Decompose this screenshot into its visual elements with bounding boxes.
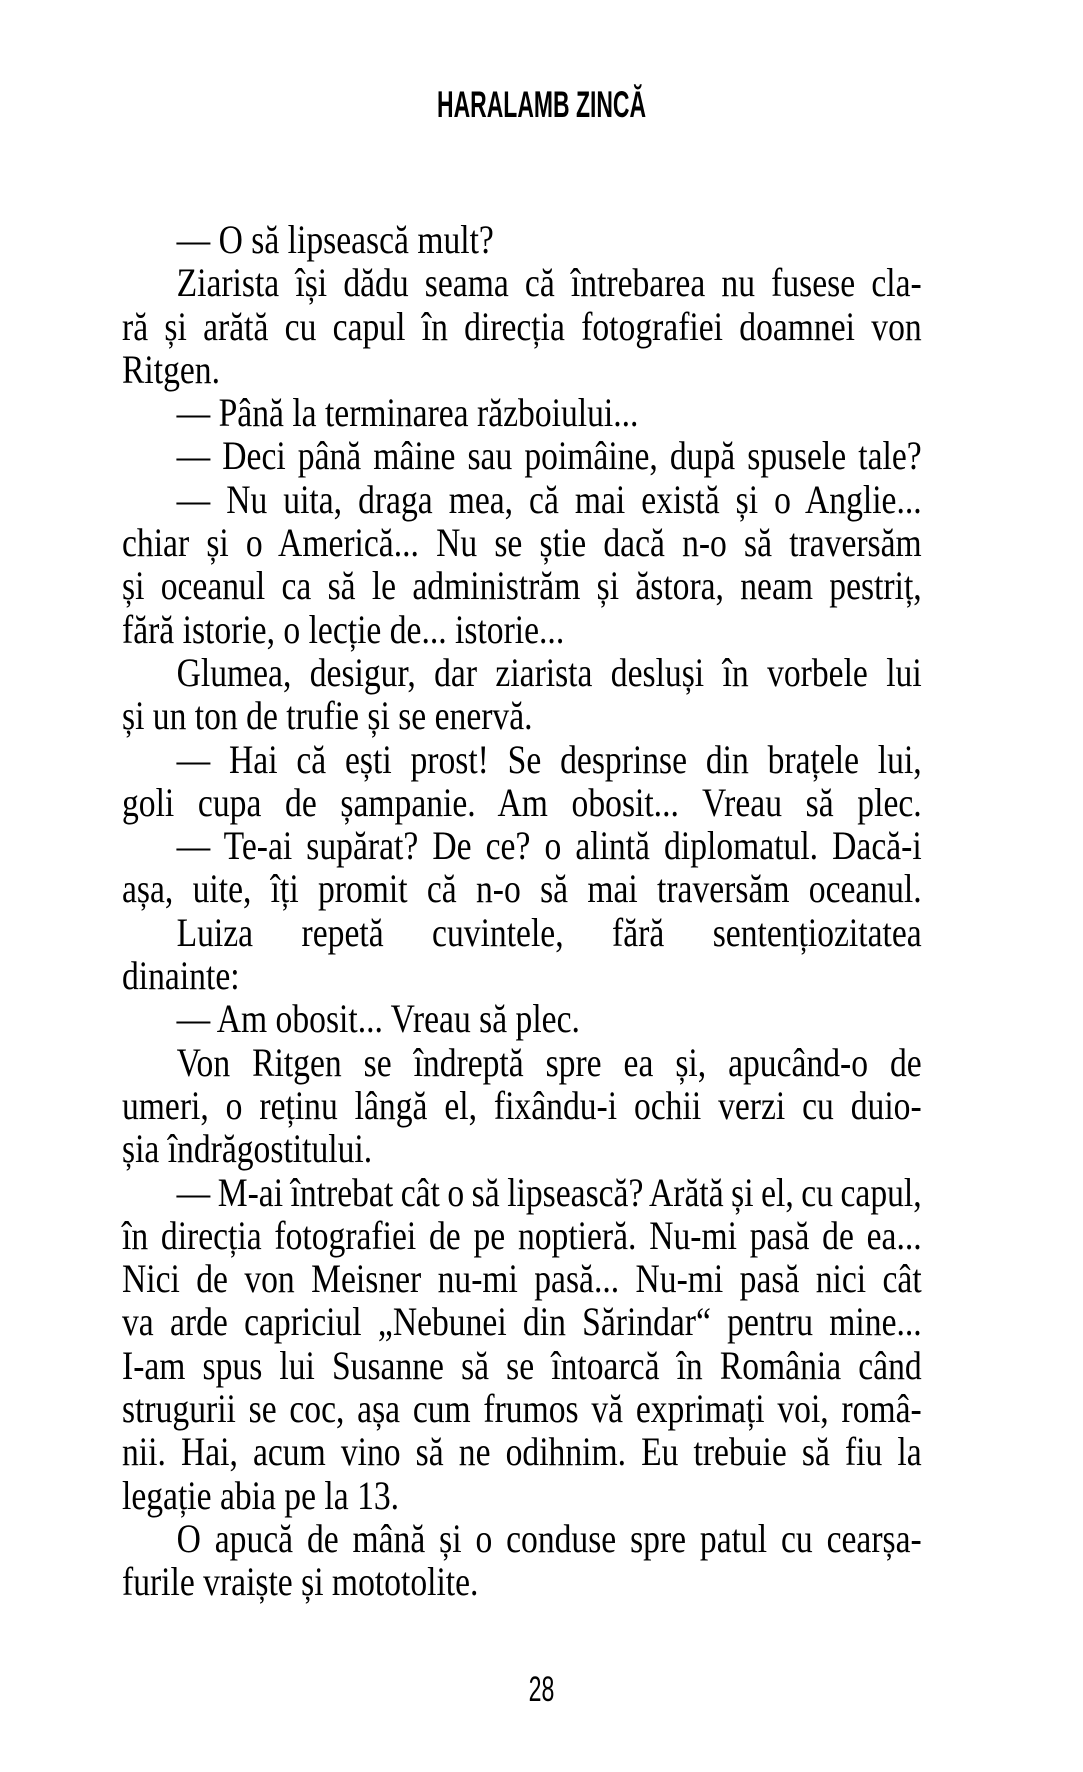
text-line: dinainte:: [122, 953, 240, 999]
text-line: — Până la terminarea războiului...: [176, 390, 639, 436]
text-line: I-am spus lui Susanne să se întoarcă în România când: [122, 1342, 922, 1388]
text-line: Luiza repetă cuvintele, fără sentențiozitatea: [176, 909, 922, 955]
author-name: HARALAMB ZINCĂ: [436, 84, 646, 125]
text-line: — Hai că ești prost! Se desprinse din brațele lui,: [176, 736, 922, 782]
text-line: fără istorie, o lecție de... istorie...: [122, 606, 565, 652]
text-line: umeri, o reținu lângă el, fixându-i ochii verzi cu duio-: [122, 1082, 922, 1128]
text-line: — Te-ai supărat? De ce? o alintă diplomatul. Dacă-i: [176, 823, 922, 869]
text-line: — Nu uita, draga mea, că mai există și o Anglie...: [176, 476, 922, 522]
text-line: — M-ai întrebat cât o să lipsească? Arătă și el, cu capul,: [176, 1169, 922, 1215]
text-line: O apucă de mână și o conduse spre patul cu cearșa-: [176, 1515, 922, 1561]
text-line: — O să lipsească mult?: [176, 217, 494, 262]
text-line: Nici de von Meisner nu-mi pasă... Nu-mi pasă nici cât: [122, 1256, 922, 1302]
text-line: și un ton de trufie și se enervă.: [122, 693, 533, 739]
text-line: și oceanul ca să le administrăm și ăstora, neam pestriț,: [122, 563, 922, 609]
running-header: [0, 86, 1083, 123]
text-line: Ziarista își dădu seama că întrebarea nu fusese cla-: [176, 260, 922, 306]
text-line: va arde capriciul „Nebunei din Sărindar“ pentru mine...: [122, 1299, 922, 1345]
text-block: [122, 218, 922, 1604]
text-line: furile vraiște și mototolite.: [122, 1559, 479, 1605]
text-line: chiar și o Americă... Nu se știe dacă n-o să traversăm: [122, 520, 922, 566]
text-line: Glumea, desigur, dar ziarista desluși în vorbele lui: [176, 649, 922, 695]
text-line: — Am obosit... Vreau să plec.: [176, 996, 580, 1042]
text-line: — Deci până mâine sau poimâine, după spusele tale?: [176, 433, 922, 479]
text-line: șia îndrăgostitului.: [122, 1126, 373, 1172]
text-line: așa, uite, îți promit că n-o să mai traversăm oceanul.: [122, 866, 922, 912]
page-number-container: [0, 1672, 1083, 1707]
text-line: ră și arătă cu capul în direcția fotografiei doamnei von: [122, 303, 922, 349]
text-line: goli cupa de șampanie. Am obosit... Vreau să plec.: [122, 779, 922, 825]
text-line: Ritgen.: [122, 346, 221, 392]
page-number: 28: [528, 1670, 555, 1709]
text-line: legație abia pe la 13.: [122, 1472, 400, 1518]
text-line: Von Ritgen se îndreptă spre ea și, apucând-o de: [176, 1039, 922, 1085]
text-line: nii. Hai, acum vino să ne odihnim. Eu trebuie să fiu la: [122, 1429, 922, 1475]
text-line: în direcția fotografiei de pe noptieră. Nu-mi pasă de ea...: [122, 1212, 922, 1258]
text-line: strugurii se coc, așa cum frumos vă exprimați voi, româ-: [122, 1386, 922, 1432]
